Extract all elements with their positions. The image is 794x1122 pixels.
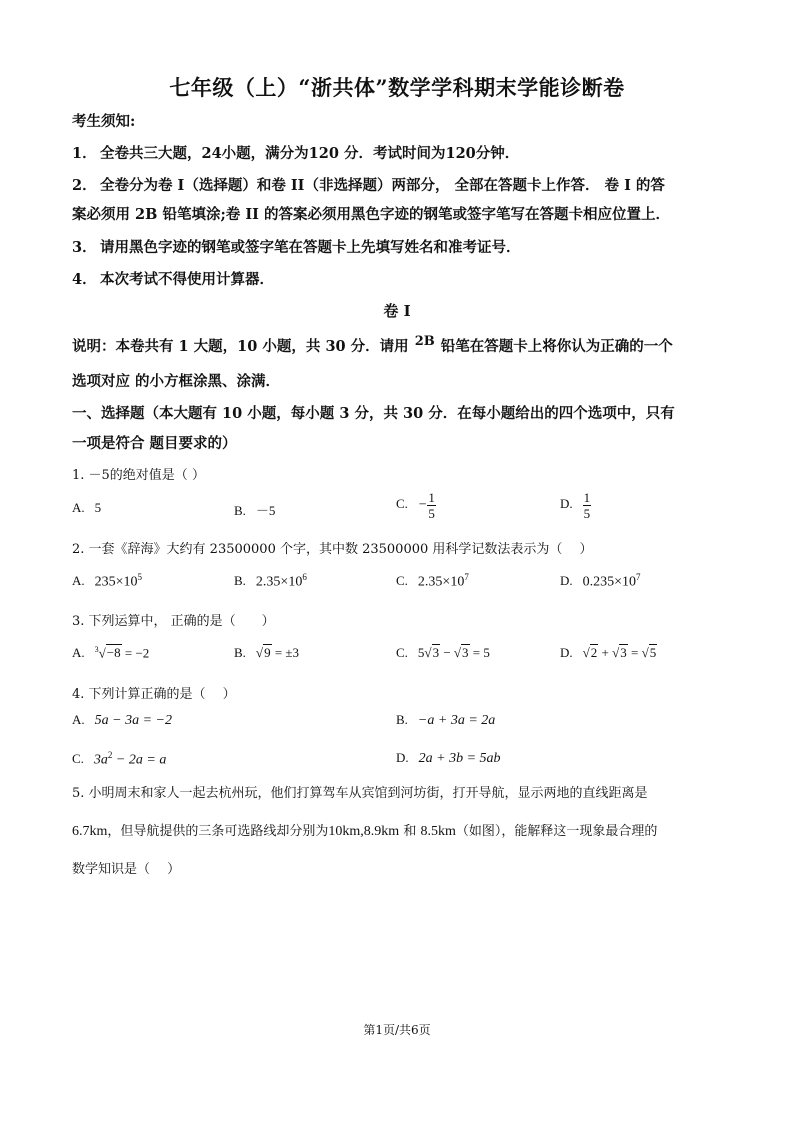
option-label: D.	[560, 573, 573, 589]
fraction	[583, 490, 592, 521]
question-3-stem: 3. 下列运算中， 正确的是（ ）	[72, 614, 275, 629]
question-4-option-b	[396, 712, 495, 729]
notice-item-number: 3．	[72, 239, 97, 256]
route-distances: 10km,8.9km	[328, 824, 400, 839]
radical-sign-icon: √	[641, 645, 649, 660]
radical-sign-icon: √	[255, 645, 264, 660]
section-heading-line-1: 一、选择题（本大题有 10 小题，每小题 3 分，共 30 分．在每小题给出的四个选项中，只有	[72, 405, 675, 422]
option-label: A.	[72, 712, 85, 727]
radicand: 5	[649, 645, 657, 660]
notice-item-number: 4．	[72, 271, 97, 288]
option-label: C.	[72, 751, 84, 767]
question-4-option-d	[396, 750, 501, 767]
radical-sign-icon: √	[424, 645, 432, 660]
question-5-stem-line-2	[72, 820, 657, 840]
radicand: 2	[590, 645, 598, 660]
question-2-option-a	[72, 572, 142, 590]
option-value: 3a	[93, 752, 108, 768]
radicand: 3	[462, 645, 469, 660]
question-4-option-c	[72, 750, 166, 768]
option-value: − 2a = a	[112, 752, 167, 768]
exponent: 2	[107, 750, 113, 760]
option-label: B.	[234, 645, 246, 660]
question-1-option-b	[234, 500, 275, 519]
stem-text: 和	[399, 824, 421, 839]
exponent: 6	[302, 572, 307, 582]
option-label: A.	[72, 573, 85, 589]
equation-rhs: = ±3	[271, 645, 300, 660]
equation-rhs: = 5	[469, 645, 490, 660]
notice-item-1	[72, 142, 519, 163]
radicand: 9	[264, 645, 271, 660]
question-3-option-d	[560, 645, 657, 661]
option-label: A.	[72, 500, 85, 515]
option-label: D.	[396, 750, 409, 765]
radical-sign-icon: √	[453, 645, 462, 660]
instructions-line-2: 选项对应 的小方框涂黑、涂满．	[72, 373, 281, 390]
route-distance-3: 8.5km	[420, 824, 456, 839]
notice-item-text: 本次考试不得使用计算器．	[100, 271, 274, 288]
option-value: 5a − 3a = −2	[94, 713, 172, 728]
option-value: 2.35×10	[417, 574, 465, 590]
denominator: 5	[583, 506, 591, 521]
exam-title: 七年级（上）“浙共体”数学学科期末学能诊断卷	[169, 75, 625, 100]
notice-item-text: 案必须用 2B 铅笔填涂;卷 II 的答案必须用黑色字迹的钢笔或签字笔写在答题卡相应位置上．	[72, 206, 670, 223]
question-5-stem-line-1: 5. 小明周末和家人一起去杭州玩，他们打算驾车从宾馆到河坊街，打开导航，显示两地的直线距离是	[72, 786, 648, 801]
notice-item-number: 1．	[72, 145, 97, 162]
question-1-option-d	[560, 490, 591, 521]
exponent: 7	[636, 572, 641, 582]
numerator: 1	[583, 490, 591, 505]
option-value: －5	[255, 503, 276, 518]
stem-text: ，但导航提供的三条可选路线却分别为	[107, 824, 329, 839]
instructions-text: 铅笔在答题卡上将你认为正确的一个	[440, 337, 673, 355]
question-5-stem-line-3: 数学知识是（ ）	[72, 862, 181, 877]
question-3-option-b	[234, 645, 299, 661]
instructions-line-1	[72, 334, 673, 356]
notice-item-number: 2．	[72, 177, 97, 194]
notice-item-2	[72, 174, 665, 195]
radicand: −8	[106, 645, 121, 661]
option-value: −a + 3a = 2a	[417, 713, 496, 728]
option-label: C.	[396, 573, 408, 589]
notice-item-3	[72, 236, 521, 257]
option-label: C.	[396, 645, 408, 660]
option-value: 2.35×10	[255, 574, 303, 590]
option-label: D.	[560, 645, 573, 660]
question-2-option-c	[396, 572, 469, 590]
option-value: 2a + 3b = 5ab	[418, 751, 501, 766]
notice-heading: 考生须知:	[72, 113, 136, 130]
option-value: 5	[94, 500, 102, 515]
question-3-option-c	[396, 645, 490, 661]
denominator: 5	[428, 506, 435, 521]
operator: −	[440, 645, 454, 660]
option-label: B.	[234, 503, 246, 518]
exponent: 7	[464, 572, 469, 582]
section-heading-line-2: 一项是符合 题目要求的）	[72, 435, 237, 452]
option-value: 0.235×10	[582, 574, 637, 590]
option-label: C.	[396, 496, 408, 512]
option-label: B.	[396, 712, 408, 727]
option-value: 235×10	[94, 574, 138, 590]
instructions-text: 说明：本卷共有 1 大题，10 小题，共 30 分．请用	[72, 337, 409, 355]
question-1-stem: 1. －5的绝对值是（ ）	[72, 468, 205, 483]
operator: =	[627, 645, 642, 660]
minus-sign: −	[417, 497, 428, 513]
question-2-option-d	[560, 572, 641, 590]
option-label: D.	[560, 496, 573, 512]
radical-sign-icon: √	[98, 645, 106, 661]
option-label: B.	[234, 573, 246, 589]
volume-title: 卷 I	[383, 302, 411, 320]
numerator: 1	[428, 490, 435, 505]
radicand: 3	[432, 645, 440, 660]
question-1-option-a	[72, 500, 101, 516]
radical-sign-icon: √	[582, 645, 590, 660]
coefficient: 5	[417, 645, 425, 660]
root-index: 3	[94, 645, 99, 654]
pencil-2b-label: 2B	[414, 334, 435, 349]
notice-item-2-continued	[72, 203, 670, 224]
radicand: 3	[620, 645, 627, 660]
question-4-stem: 4. 下列计算正确的是（ ）	[72, 687, 236, 702]
question-3-option-a	[72, 645, 149, 661]
notice-item-text: 全卷分为卷 I（选择题）和卷 II（非选择题）两部分， 全部在答题卡上作答． 卷 I 的答	[100, 177, 665, 194]
option-label: A.	[72, 645, 85, 661]
equation-rhs: = −2	[121, 645, 150, 661]
notice-item-4	[72, 268, 274, 289]
exponent: 5	[137, 572, 143, 582]
radical-sign-icon: √	[612, 645, 620, 660]
notice-item-text: 全卷共三大题，24小题，满分为120 分．考试时间为120分钟．	[100, 145, 520, 162]
fraction	[427, 490, 436, 521]
notice-item-text: 请用黑色字迹的钢笔或签字笔在答题卡上先填写姓名和准考证号．	[100, 239, 521, 256]
stem-text: （如图），能解释这一现象最合理的	[455, 824, 658, 839]
question-4-option-a	[72, 712, 172, 729]
straight-distance: 6.7km	[72, 824, 108, 839]
question-1-option-c	[396, 490, 436, 521]
question-2-stem: 2. 一套《辞海》大约有 23500000 个字，其中数 23500000 用科学记数法表示为（ ）	[72, 542, 593, 557]
page-footer: 第1页/共6页	[363, 1023, 431, 1037]
operator: +	[598, 645, 613, 660]
question-2-option-b	[234, 572, 307, 590]
